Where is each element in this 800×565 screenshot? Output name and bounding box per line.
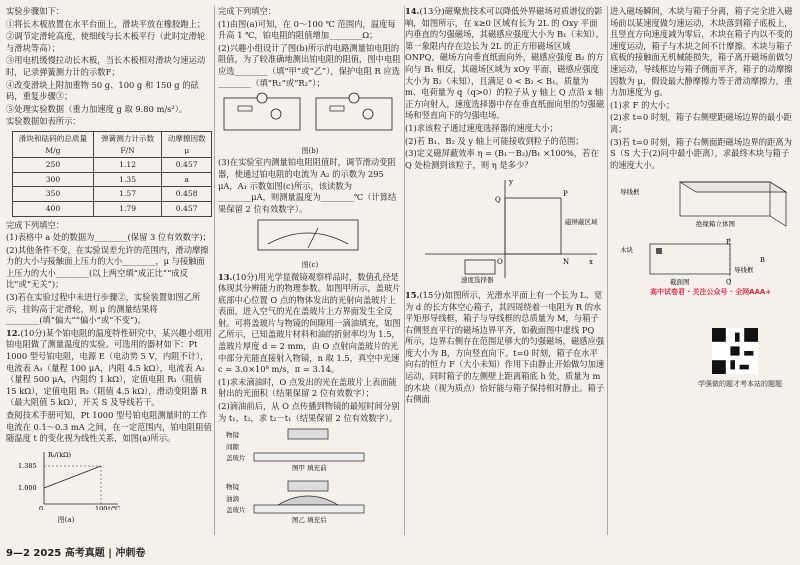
fig-bot-caption: 截面图 bbox=[670, 277, 690, 286]
question-12-text: (10分)某个铂电阻的温度特性研究中，某兴趣小组用铂电阻做了测量温度的实验。可选用的器材如下：Pt 1000 型号铂电阻，电源 E（电动势 5 V，内阻不计），电流表 A₁（量程 100 μA，内阻 4.5 kΩ），电流表 A₂（量程 500 μA，内阻约 1 kΩ），定值电阻 R₁（阻值 15 kΩ），定值电阻 R₂（阻值 4.5 kΩ），滑动变阻器 R（最大阻值 5 kΩ），开关 S 及导线若干。 bbox=[6, 327, 212, 408]
col2-item-1: (1)由图(a)可知，在 0～100 ℃ 范围内，温度每升高 1 ℃，铂电阻的阻值增加________Ω； bbox=[218, 18, 396, 41]
question-number: 14. bbox=[405, 6, 420, 16]
table-header: 弹簧测力计示数 F/N bbox=[93, 131, 161, 157]
fig-b-caption: 图乙 填充后 bbox=[292, 515, 327, 523]
table-cell: 400 bbox=[13, 201, 94, 216]
table-cell: 350 bbox=[13, 187, 94, 202]
fig-label: 间隙 bbox=[226, 443, 239, 452]
data-table bbox=[12, 131, 212, 217]
question-12-text-2: 查阅技术手册可知，Pt 1000 型号铂电阻测量时的工作电流在 0.1～0.3 mA 之间，在一定范围内，铂电阻阻值随温度 t 的变化视为线性关系，如图(a)所示。 bbox=[6, 410, 212, 444]
steps-title: 实验步骤如下： bbox=[6, 6, 65, 16]
question-number: 12. bbox=[6, 327, 21, 338]
fig-label: y bbox=[509, 178, 513, 187]
column-3 bbox=[405, 6, 605, 407]
fig-top-caption: 绝缘箱立体图 bbox=[696, 220, 735, 229]
table-row bbox=[13, 187, 212, 202]
qr-code-icon bbox=[712, 328, 758, 374]
graph-caption: 图(a) bbox=[57, 516, 75, 525]
question-number: 13. bbox=[218, 271, 233, 282]
graph-ytick-high: 1.385 bbox=[18, 461, 37, 470]
column-2 bbox=[218, 6, 402, 528]
fig-label: P bbox=[563, 190, 568, 199]
graph-ylabel: Rₜ/(kΩ) bbox=[48, 450, 72, 459]
fig-label: 物镜 bbox=[226, 431, 239, 440]
table-row bbox=[13, 158, 212, 173]
fig-label: 盖玻片 bbox=[226, 454, 246, 463]
graph-xtick-100: 100 bbox=[95, 504, 108, 510]
graph-xtick-origin: 0 bbox=[39, 504, 44, 510]
q14-item-1: (1)求该粒子通过速度选择器的速度大小； bbox=[405, 122, 558, 133]
table-cell: 250 bbox=[13, 158, 94, 173]
magnetic-focus-diagram bbox=[405, 174, 601, 284]
fig-label: 盖玻片 bbox=[226, 505, 246, 514]
fig-label: 物镜 bbox=[226, 482, 239, 491]
question-15 bbox=[405, 290, 605, 406]
fill-title-2: 完成下列填空： bbox=[218, 6, 277, 16]
col4-text: 进入磁场瞬间，木块与箱子分离，箱子完全进入磁场前以某速度做匀速运动，木块落到箱子底板上，且竖直方向速度减为零后，木块在箱子内以不变的速度运动，箱子与木块之间不计摩擦。木块与箱子底板的接触面无机械能损失，箱子离开磁场前做匀速运动，导线框边与箱子侧面平齐，箱子的动摩擦因数为 μ，假设最大静摩擦力等于滑动摩擦力，重力加速度为 g。 bbox=[610, 6, 793, 98]
cross-section-figure bbox=[610, 236, 794, 286]
step-2: ②调节定滑轮高度，使细线与长木板平行（此时定滑轮与滑块等高）； bbox=[6, 31, 206, 53]
column-4 bbox=[610, 6, 796, 292]
step-4: ④改变滑块上附加重物 50 g、100 g 和 150 g 的砝码，重复步骤③； bbox=[6, 79, 199, 102]
fig-label: 木块 bbox=[620, 245, 633, 254]
fig-label: P bbox=[726, 237, 731, 246]
microscope-figure-b bbox=[218, 479, 398, 523]
ammeter-dial bbox=[218, 218, 398, 254]
step-1: ①将长木板放置在水平台面上，滑块平放在橡胶跑上； bbox=[6, 18, 206, 29]
page-footer: 9—2 2025 高考真题 | 冲刺卷 bbox=[6, 548, 146, 559]
fig-label: 磁屏蔽区域 bbox=[565, 218, 598, 227]
table-header: 滑块和砝码的总质量 M/g bbox=[13, 131, 94, 157]
col4-item-2: (2)求 t=0 时刻，箱子右侧壁距磁场边界的最小距离； bbox=[610, 112, 792, 134]
resistance-temperature-graph bbox=[6, 448, 126, 510]
col2-item-2: (2)兴趣小组设计了图(b)所示的电路测量铂电阻的阻值，为了较准确地测出铂电阻的阻值，图中电阻应选________（填“甲”或“乙”），保护电阻 R 应选________（填“R₁”或“R₂”）； bbox=[218, 42, 401, 88]
graph-xunit: t/℃ bbox=[108, 504, 121, 510]
fig-label: Q bbox=[726, 277, 732, 286]
fig-label: Q bbox=[495, 196, 501, 205]
step-5: ⑤处理实验数据（重力加速度 g 取 9.80 m/s²）。 bbox=[6, 103, 188, 114]
table-cell: 1.12 bbox=[93, 158, 161, 173]
table-row bbox=[13, 172, 212, 187]
question-14-text: (13分)磁聚焦技术可以降低外界磁场对质谱仪的影响，如图所示，在 x≥0 区域有长为 2L 的 Oxy 平面内垂直的匀强磁场，其磁感应强度大小为 B₁（未知）。第一象限内存在边长为 2L 的正方形磁场区域 ONPQ，磁场方向垂直纸面向外，磁感应强度 B₂ 的方向与 B₁ 相反，其磁场区域为 xOy 平面，磁感应强度大小为 B₂（未知），且满足 0 < B₂ < B₁。质量为 m、电荷量为 q（q>0）的粒子从 y 轴上 Q 点沿 x 轴正方向射入，速度选择器中存在垂直纸面向里的匀强磁场和竖直向下的匀强电场。 bbox=[405, 6, 605, 121]
q13-item-1: (1)求未滴油时，O 点发出的光在盖玻片上表面能射出的光面积（结果保留 2 位有效数字）； bbox=[218, 376, 397, 399]
column-1 bbox=[6, 6, 212, 527]
question-13-text: (10分)用光学显微镜观察样品时，数值孔径是体现其分辨能力的物理参数。如图甲所示，盖玻片底部中心位置 O 点的物体发出的光射向盖玻片上表面，进入空气的光在盖玻片上方界面发生全反射。可将盖玻片与物镜的间隙用一滴油填充，如图乙所示，已知盖玻片材料和油的折射率均为 1.5，盖玻片厚度 d = 2 mm，由 O 点射向盖玻片的光中部分光能直接射入物镜，n 取 1.5，真空中光速 c = 3.0×10⁸ m/s，π = 3.14。 bbox=[218, 271, 401, 375]
question-15-text: (15分)如图所示，光滑水平面上有一个长为 L、宽为 d 的长方体空心箱子，其四周绕着一电阻为 R 的水平矩形导线框，箱子与导线框的总质量为 M，与箱子右侧竖直平行的磁场边界平齐，如截面图中虚线 PQ 所示，边界右侧存在范围足够大的匀强磁场，磁感应强度大小为 B，方向竖直向下。t=0 时刻，箱子在水平向右的恒力 F（大小未知）作用下由静止开始做匀加速运动，同时箱子的左侧壁上距离箱底 h 处，质量为 m 的木块（视为质点）恰好能与箱子保持相对静止。箱子右侧面 bbox=[405, 289, 605, 405]
table-header: 动摩擦因数 μ bbox=[162, 131, 212, 157]
col2-item-3: (3)在实验室内测量铂电阻阻值时，调节滑动变阻器，使通过铂电阻的电流为 A₂ 的示数为 295 μA，A₁ 示数如图(c)所示，该读数为________μA，则测量温度为________℃（计算结果保留 2 位有效数字）。 bbox=[218, 157, 397, 214]
q14-item-2: (2)若 B₁、B₂ 及 y 轴上可能接收到粒子的范围； bbox=[405, 135, 584, 146]
fill-item-3: (3)若在实验过程中未进行步骤②，实验装置如图乙所示，挂钩高于定滑轮，则 μ 的测量结果将________(填“偏大”“偏小”或“不变”)。 bbox=[6, 292, 201, 326]
table-title: 实验数据如表所示： bbox=[6, 116, 81, 127]
fig-label: N bbox=[563, 258, 570, 267]
qr-caption: 学强做的题才考本站的题题 bbox=[698, 380, 782, 388]
fig-a-caption: 图甲 填充前 bbox=[292, 464, 327, 472]
table-row bbox=[13, 201, 212, 216]
question-number: 15. bbox=[405, 289, 420, 300]
fig-label: 油滴 bbox=[226, 494, 239, 503]
table-cell: 0.457 bbox=[162, 158, 212, 173]
circuit-caption: 图(b) bbox=[301, 146, 319, 155]
fill-item-1: (1)表格中 a 处的数据为________(保留 3 位有效数字)； bbox=[6, 232, 211, 243]
table-cell: 300 bbox=[13, 172, 94, 187]
question-14 bbox=[405, 6, 605, 122]
fill-item-2: (2)其他条件不变，在实验误差允许的范围内，滑动摩擦力的大小与接触面上压力的大小________，μ 与接触面上压力的大小________(以上两空填“成正比”“成反比”或“无关”)； bbox=[6, 244, 209, 290]
table-cell: 1.79 bbox=[93, 201, 161, 216]
col4-item-1: (1)求 F 的大小； bbox=[610, 99, 675, 110]
question-13 bbox=[218, 272, 402, 376]
column-divider bbox=[607, 6, 608, 535]
graph-ytick-low: 1.000 bbox=[18, 483, 37, 492]
fill-title: 完成下列填空： bbox=[6, 219, 65, 230]
fig-label: B bbox=[760, 255, 765, 264]
table-cell: 1.35 bbox=[93, 172, 161, 187]
fig-label: 速度选择器 bbox=[461, 276, 494, 285]
table-cell: 0.457 bbox=[162, 201, 212, 216]
fig-label: x bbox=[589, 258, 593, 267]
column-divider bbox=[214, 6, 215, 535]
circuit-diagram bbox=[218, 92, 398, 140]
q13-item-2: (2)滴油前后，从 O 点传播到物镜的最短时间分别为 t₁、t₂，求 t₂－t₁（结果保留 2 位有效数字）。 bbox=[218, 401, 400, 423]
table-cell: 1.57 bbox=[93, 187, 161, 202]
fig-label: 导线框 bbox=[734, 265, 754, 274]
meter-caption: 图(c) bbox=[301, 260, 319, 269]
table-cell: 0.458 bbox=[162, 187, 212, 202]
fig-label: 导线框 bbox=[620, 188, 640, 197]
box-3d-figure bbox=[610, 174, 794, 228]
fig-label: O bbox=[497, 258, 503, 267]
watermark: 高中试卷君 · 关注公众号 · 全网AAA+ bbox=[650, 288, 772, 296]
col4-item-3: (3)若 t=0 时刻，箱子右侧面距磁场边界的距离为 S（S 大于(2)问中最小距离），求最终木块与箱子的速度大小。 bbox=[610, 136, 792, 170]
microscope-figure-a bbox=[218, 427, 398, 471]
step-3: ③用电机缓慢拉动长木板，当长木板相对滑块匀速运动时，记录弹簧测力计的示数F； bbox=[6, 55, 206, 77]
q14-item-3: (3)定义磁屏蔽效率 η = (B₁－B₂)/B₁ ×100%，若在 Q 处检测到该粒子，则 η 是多少？ bbox=[405, 148, 599, 170]
table-cell: a bbox=[162, 172, 212, 187]
question-12 bbox=[6, 328, 212, 409]
